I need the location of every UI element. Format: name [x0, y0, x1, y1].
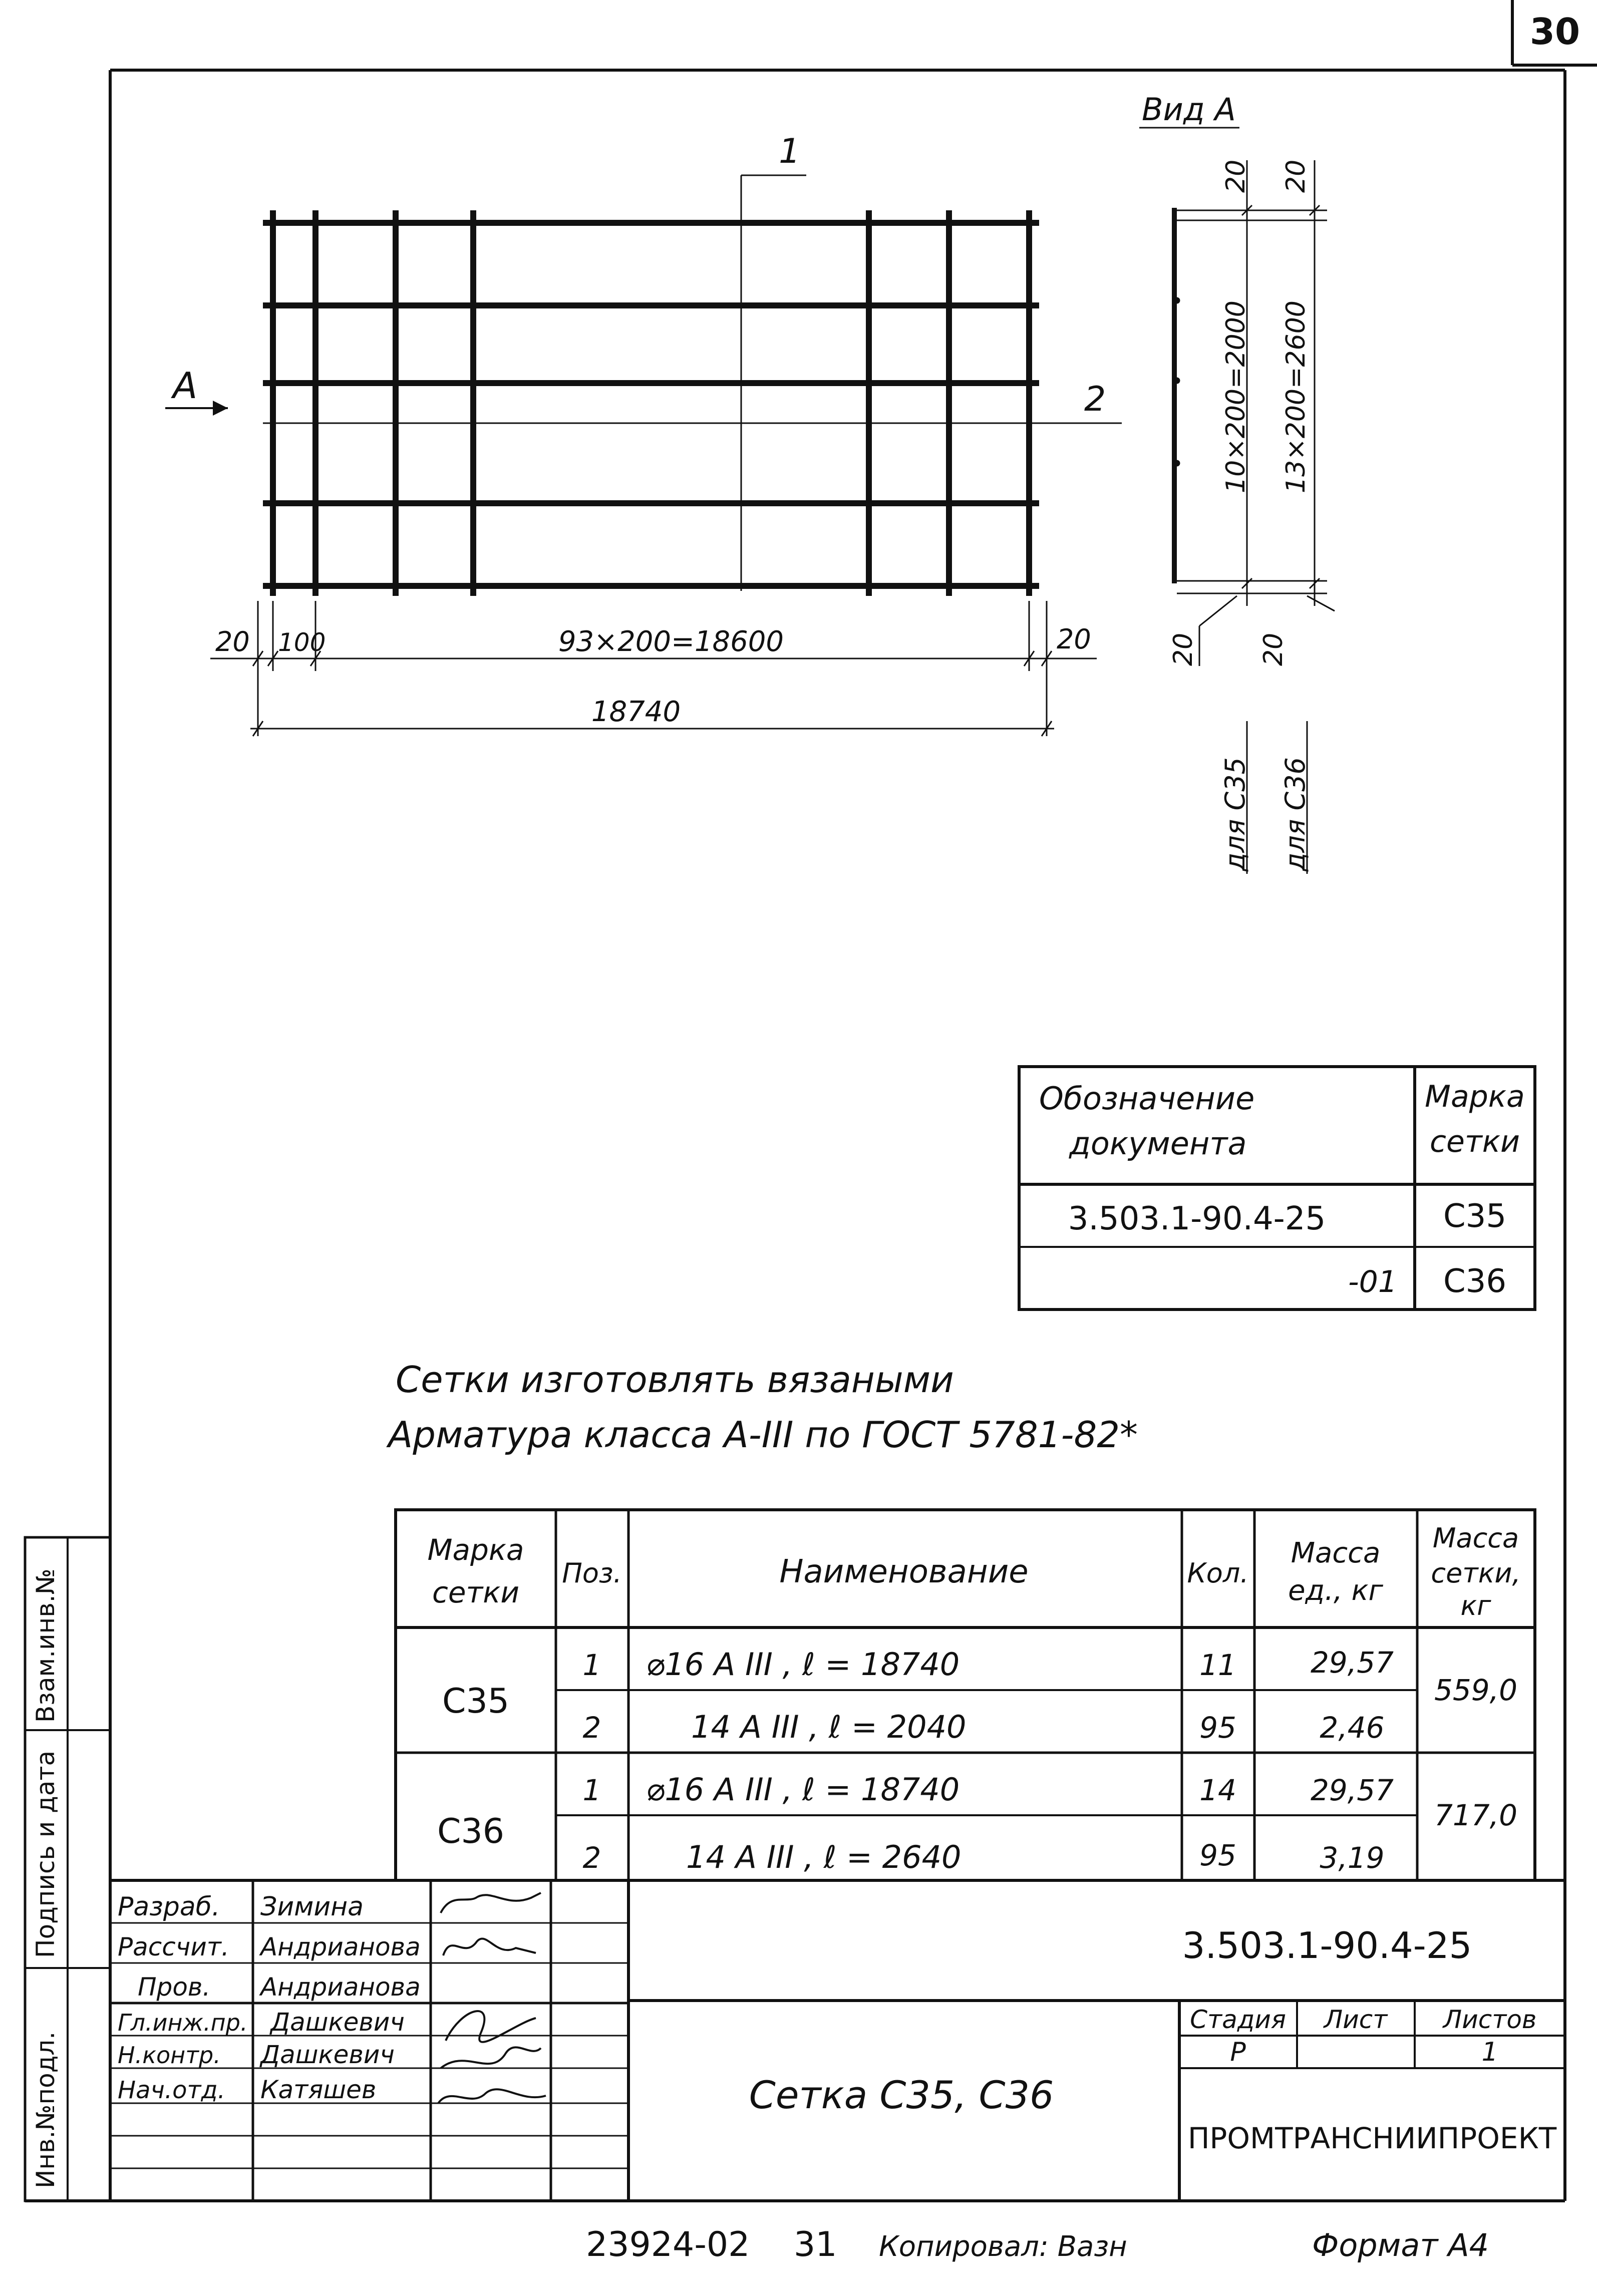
signer-name: Дашкевич [260, 2040, 395, 2069]
spec-row-name: ⌀16 А III , ℓ = 18740 [646, 1771, 960, 1808]
view-dim-bottom-right: 20 [1258, 632, 1289, 666]
designation-row-2: -01 [1348, 1264, 1397, 1299]
view-arrow-label: А [173, 365, 198, 407]
spec-row-unit-mass: 3,19 [1320, 1841, 1385, 1875]
signer-name: Дашкевич [270, 2008, 405, 2037]
signature-1 [441, 1893, 541, 1913]
spec-mesh-mass: 559,0 [1434, 1673, 1518, 1707]
spec-header-name: Наименование [779, 1553, 1029, 1590]
stage-label: Стадия [1190, 2005, 1286, 2034]
stage-value: Р [1230, 2037, 1246, 2067]
spec-header-mesh-mass-2: сетки, [1431, 1557, 1521, 1589]
signer-role: Разраб. [118, 1892, 220, 1922]
side-stamp-vzam-inv: Взам.инв.№ [31, 1568, 60, 1723]
page-number-box [1512, 0, 1597, 65]
page-number: 30 [1529, 11, 1580, 53]
spec-header-mesh-mass-3: кг [1460, 1590, 1491, 1621]
spec-row-qty: 11 [1199, 1648, 1236, 1682]
dim-left-edge: 20 [215, 626, 250, 658]
mesh-plan [165, 175, 1122, 596]
sheets-value: 1 [1481, 2037, 1498, 2067]
spec-mesh-mass: 717,0 [1434, 1798, 1518, 1832]
spec-row-pos: 2 [582, 1841, 601, 1875]
drawing-title: Сетка С35, С36 [749, 2073, 1054, 2117]
designation-row-1: 3.503.1-90.4-25 [1068, 1200, 1326, 1237]
title-block-doc-code: 3.503.1-90.4-25 [1182, 1924, 1472, 1966]
callout-1: 1 [779, 132, 801, 171]
format-label: Формат А4 [1312, 2227, 1489, 2263]
signer-role: Рассчит. [118, 1932, 229, 1961]
spec-header-mark-2: сетки [432, 1575, 520, 1609]
signer-role: Н.контр. [118, 2042, 221, 2069]
spec-row-name: ⌀16 А III , ℓ = 18740 [646, 1646, 960, 1683]
spec-row-pos: 1 [582, 1648, 601, 1682]
signer-name: Андрианова [260, 1973, 421, 2002]
mark-header-line1: Марка [1425, 1079, 1525, 1114]
view-dim-top-right: 20 [1281, 159, 1311, 193]
spec-row-pos: 2 [582, 1711, 601, 1745]
view-dim-span-c35: 10×200=2000 [1221, 300, 1251, 493]
designation-header-line1: Обозначение [1039, 1080, 1255, 1117]
spec-header-mark-1: Марка [427, 1533, 524, 1567]
signer-role: Нач.отд. [118, 2076, 225, 2104]
spec-row-qty: 14 [1199, 1773, 1236, 1807]
spec-header-unit-mass-2: ед., кг [1288, 1574, 1383, 1607]
side-stamp-inv-podl: Инв.№подл. [31, 2031, 60, 2188]
spec-header-mesh-mass-1: Масса [1432, 1522, 1519, 1554]
note-line-2: Арматура класса А-III по ГОСТ 5781-82* [388, 1414, 1138, 1456]
spec-row-qty: 95 [1199, 1711, 1236, 1745]
mark-header-line2: сетки [1429, 1124, 1520, 1159]
signer-name: Зимина [260, 1892, 364, 1922]
spec-header-pos: Поз. [562, 1557, 622, 1589]
dim-main: 93×200=18600 [558, 625, 784, 658]
view-dim-top-left: 20 [1221, 159, 1251, 193]
organization: ПРОМТРАНСНИИПРОЕКТ [1187, 2121, 1557, 2155]
view-dim-span-c36: 13×200=2600 [1281, 300, 1311, 493]
spec-row-name: 14 А III , ℓ = 2640 [686, 1839, 962, 1875]
signature-4 [441, 2047, 541, 2068]
signature-2 [443, 1938, 536, 1955]
note-line-1: Сетки изготовлять вязаными [396, 1359, 954, 1401]
signer-name: Катяшев [260, 2075, 377, 2104]
view-label-c36: для С36 [1280, 757, 1311, 871]
dim-first-bay: 100 [278, 628, 326, 657]
sheet-label: Лист [1324, 2005, 1388, 2034]
spec-header-qty: Кол. [1187, 1557, 1249, 1589]
mark-row-1: С35 [1443, 1198, 1507, 1235]
spec-header-unit-mass-1: Масса [1291, 1537, 1381, 1569]
side-stamp-podpis-data: Подпись и дата [31, 1750, 60, 1958]
signer-role: Гл.инж.пр. [118, 2009, 248, 2036]
copied-by: Копировал: Вазн [879, 2230, 1127, 2263]
mark-row-2: С36 [1443, 1263, 1507, 1300]
callout-2: 2 [1084, 380, 1106, 419]
spec-group-mark: С36 [437, 1812, 505, 1851]
spec-row-unit-mass: 2,46 [1320, 1711, 1385, 1745]
spec-group-mark: С35 [442, 1682, 510, 1721]
view-dim-bottom-left: 20 [1168, 632, 1198, 666]
spec-row-unit-mass: 29,57 [1310, 1773, 1394, 1807]
spec-row-pos: 1 [582, 1773, 601, 1807]
designation-header-line2: документа [1069, 1125, 1247, 1162]
dim-overall: 18740 [591, 696, 681, 728]
archive-number: 23924-02 [586, 2225, 750, 2264]
signatures [438, 1893, 546, 2103]
spec-row-qty: 95 [1199, 1838, 1236, 1872]
view-label-c35: для С35 [1219, 757, 1251, 871]
signer-role: Пров. [138, 1973, 211, 2002]
signature-3 [446, 2011, 536, 2042]
sheets-label: Листов [1443, 2005, 1537, 2034]
view-a-title: Вид А [1142, 91, 1236, 128]
signature-5 [438, 2089, 546, 2103]
spec-row-unit-mass: 29,57 [1310, 1646, 1394, 1680]
copy-sheet: 31 [794, 2225, 837, 2264]
signer-name: Андрианова [260, 1932, 421, 1961]
spec-row-name: 14 А III , ℓ = 2040 [691, 1709, 967, 1745]
dim-right-edge: 20 [1057, 623, 1091, 655]
